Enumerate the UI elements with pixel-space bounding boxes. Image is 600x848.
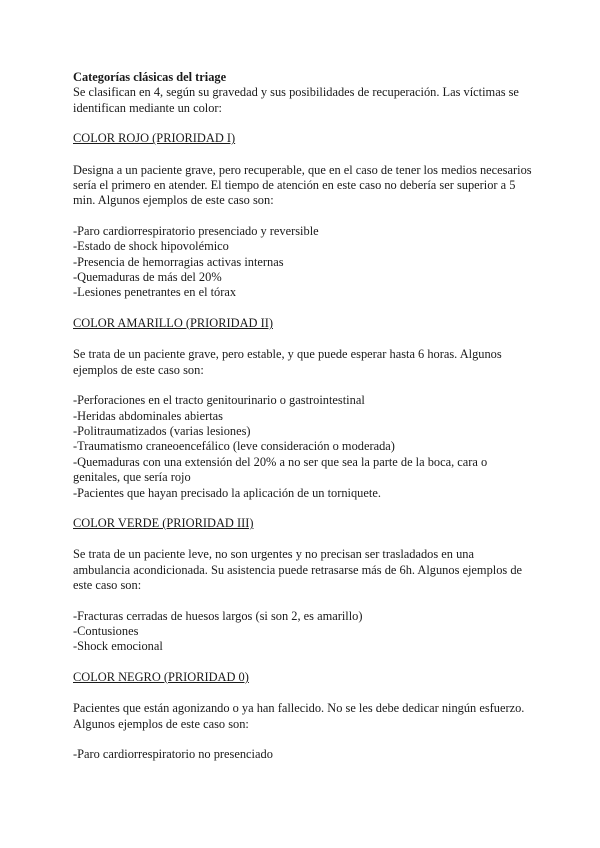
example-list: [73, 224, 533, 301]
section-rojo: [73, 131, 533, 301]
list-item: -Politraumatizados (varias lesiones): [73, 423, 251, 438]
list-item: -Traumatismo craneoencefálico (leve consideración o moderada): [73, 439, 395, 454]
list-item: -Quemaduras de más del 20%: [73, 270, 222, 285]
document-title: Categorías clásicas del triage: [73, 70, 227, 84]
section-amarillo: [73, 316, 533, 501]
example-list: [73, 393, 533, 501]
section-heading: COLOR AMARILLO (PRIORIDAD II): [73, 315, 273, 330]
section-heading: COLOR ROJO (PRIORIDAD I): [73, 131, 236, 146]
section-description: Pacientes que están agonizando o ya han fallecido. No se les debe dedicar ningún esfuerzo. Algunos ejemplos de este caso son:: [73, 701, 525, 731]
section-description: Designa a un paciente grave, pero recuperable, que en el caso de tener los medios necesarios sería el primero en atender. El tiempo de atención en este caso no debería ser superior a 5 min. Algunos ejemplos de este caso son:: [73, 162, 532, 208]
list-item: -Contusiones: [73, 623, 139, 638]
list-item: -Paro cardiorrespiratorio presenciado y reversible: [73, 223, 319, 238]
document-page: [73, 70, 533, 762]
example-list: [73, 747, 533, 762]
section-verde: [73, 516, 533, 655]
list-item: -Shock emocional: [73, 639, 163, 654]
section-heading: COLOR VERDE (PRIORIDAD III): [73, 515, 254, 530]
example-list: [73, 609, 533, 655]
list-item: -Fracturas cerradas de huesos largos (si son 2, es amarillo): [73, 608, 363, 623]
list-item: -Perforaciones en el tracto genitourinario o gastrointestinal: [73, 393, 365, 408]
section-description: Se trata de un paciente leve, no son urgentes y no precisan ser trasladados en una ambulancia acondicionada. Su asistencia puede retrasarse más de 6h. Algunos ejemplos de este caso son:: [73, 547, 523, 593]
list-item: -Heridas abdominales abiertas: [73, 408, 224, 423]
list-item: -Estado de shock hipovolémico: [73, 239, 229, 254]
list-item: -Lesiones penetrantes en el tórax: [73, 285, 237, 300]
list-item: -Paro cardiorrespiratorio no presenciado: [73, 747, 273, 761]
section-negro: [73, 670, 533, 763]
list-item: -Presencia de hemorragias activas internas: [73, 254, 284, 269]
section-description: Se trata de un paciente grave, pero estable, y que puede esperar hasta 6 horas. Algunos ejemplos de este caso son:: [73, 347, 502, 377]
list-item: -Quemaduras con una extensión del 20% a no ser que sea la parte de la boca, cara o genitales, que sería rojo: [73, 454, 488, 485]
section-heading: COLOR NEGRO (PRIORIDAD 0): [73, 669, 249, 684]
list-item: -Pacientes que hayan precisado la aplicación de un torniquete.: [73, 485, 381, 500]
intro-paragraph: Se clasifican en 4, según su gravedad y sus posibilidades de recuperación. Las víctimas se identifican mediante un color:: [73, 85, 519, 115]
